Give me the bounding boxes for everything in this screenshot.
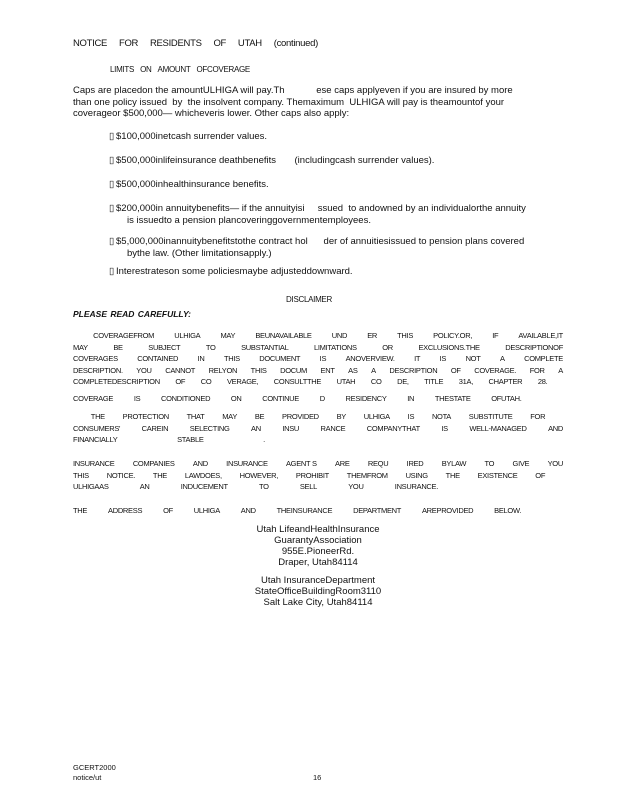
disclaimer-word: RANCE bbox=[320, 423, 346, 433]
disclaimer-word: COVERAGE bbox=[73, 394, 114, 403]
disclaimer-word: YOU bbox=[547, 459, 563, 468]
disclaimer-line bbox=[73, 330, 563, 342]
subtitle-word: OFCOVERAGE bbox=[196, 65, 250, 74]
disclaimer-word: A bbox=[499, 354, 505, 363]
disclaimer-word: AREPROVIDED bbox=[421, 506, 474, 515]
disclaimer-word: POLICY.OR, bbox=[433, 331, 473, 340]
disclaimer-word: COVERAGEFROM bbox=[93, 331, 155, 340]
disclaimer-word: CO bbox=[200, 377, 212, 386]
bullet-box-icon: ▯ bbox=[109, 203, 115, 214]
disclaimer-word: DESCRIPTION bbox=[389, 365, 438, 375]
insurance-department-address bbox=[0, 575, 618, 608]
caps-intro-paragraph bbox=[73, 85, 568, 120]
disclaimer-line bbox=[73, 481, 563, 493]
disclaimer-line bbox=[73, 434, 563, 446]
address-line: Salt Lake City, Utah84114 bbox=[263, 597, 373, 608]
disclaimer-word: HOWEVER, bbox=[239, 470, 279, 480]
disclaimer-word: . bbox=[263, 435, 265, 444]
disclaimer-word: COMPLETEDESCRIPTION bbox=[73, 377, 160, 386]
disclaimer-word: THAT bbox=[186, 412, 205, 421]
disclaimer-word: AGENT S bbox=[285, 459, 317, 468]
address-line: Utah InsuranceDepartment bbox=[260, 575, 376, 586]
please-word: READ bbox=[110, 309, 135, 319]
disclaimer-word: IS bbox=[319, 354, 327, 363]
disclaimer-word: IN bbox=[197, 354, 205, 363]
disclaimer-word: LIMITATIONS bbox=[314, 342, 357, 352]
disclaimer-word: CAREIN bbox=[141, 423, 169, 433]
disclaimer-word: INSURANCE bbox=[73, 459, 115, 468]
disclaimer-word: DEPARTMENT bbox=[353, 506, 402, 515]
disclaimer-word: AN bbox=[139, 482, 150, 491]
disclaimer-word: YOU bbox=[136, 365, 152, 375]
title-word: UTAH bbox=[237, 38, 262, 49]
disclaimer-word: EXISTENCE bbox=[477, 470, 518, 480]
disclaimer-word: FINANCIALLY bbox=[73, 435, 118, 444]
disclaimer-word: ULHIGA bbox=[193, 506, 220, 515]
disclaimer-word: VERAGE, bbox=[226, 377, 259, 386]
bullet-text: $200,000in annuitybenefits— if the annuityisi ssued to andowned by an individualorthe annuity bbox=[116, 203, 526, 214]
disclaimer-word: MAY bbox=[220, 331, 236, 340]
disclaimer-word: TO bbox=[205, 342, 216, 352]
caps-bullet-item bbox=[109, 155, 569, 167]
disclaimer-word: CHAPTER bbox=[488, 377, 523, 386]
disclaimer-word: COVERAGE. bbox=[474, 365, 517, 375]
disclaimer-word: IS bbox=[441, 423, 448, 433]
disclaimer-word: BEUNAVAILABLE bbox=[255, 331, 312, 340]
disclaimer-word: THIS bbox=[223, 354, 240, 363]
subtitle-word: LIMITS bbox=[110, 65, 134, 74]
disclaimer-word: ULHIGA bbox=[174, 331, 201, 340]
disclaimer-word: SUBJECT bbox=[148, 342, 181, 352]
footer-code: GCERT2000 bbox=[73, 763, 116, 772]
disclaimer-word: IRED bbox=[406, 459, 424, 468]
disclaimer-word: IS bbox=[133, 394, 141, 403]
title-word: OF bbox=[213, 38, 227, 49]
disclaimer-word: 28. bbox=[537, 377, 548, 386]
disclaimer-word: BE bbox=[113, 342, 123, 352]
bullet-text: Interestrateson some policiesmaybe adjusteddownward. bbox=[116, 266, 353, 277]
disclaimer-word: IT bbox=[414, 354, 421, 363]
disclaimer-word: OF bbox=[175, 377, 186, 386]
disclaimer-word: DESCRIPTION. bbox=[73, 365, 123, 375]
disclaimer-word: THE bbox=[73, 506, 88, 515]
disclaimer-word: WELL-MANAGED bbox=[469, 423, 527, 433]
footer-notice-code: notice/ut bbox=[73, 773, 102, 782]
disclaimer-word: UND bbox=[331, 331, 348, 340]
bullet-box-icon: ▯ bbox=[109, 236, 115, 247]
disclaimer-line bbox=[73, 470, 563, 482]
disclaimer-word: ULHIGA bbox=[363, 412, 390, 421]
disclaimer-word: CANNOT bbox=[165, 365, 196, 375]
address-line: 955E.PioneerRd. bbox=[281, 546, 355, 557]
disclaimer-word: DESCRIPTIONOF bbox=[505, 342, 563, 352]
disclaimer-word: ON bbox=[230, 394, 242, 403]
disclaimer-word: REQU bbox=[367, 459, 389, 468]
disclaimer-word: SELECTING bbox=[189, 423, 230, 433]
disclaimer-word: NOTICE. bbox=[106, 470, 136, 480]
disclaimer-word: PROVIDED bbox=[282, 412, 319, 421]
disclaimer-word: ANOVERVIEW. bbox=[345, 354, 395, 363]
disclaimer-word: PROHIBIT bbox=[295, 470, 329, 480]
title-word: NOTICE bbox=[73, 38, 108, 49]
disclaimer-word: THE bbox=[445, 470, 460, 480]
disclaimer-word: THEINSURANCE bbox=[276, 506, 333, 515]
disclaimer-word: UTAH bbox=[336, 377, 356, 386]
disclaimer-word: DOCUM bbox=[280, 365, 307, 375]
please-word: PLEASE bbox=[73, 309, 108, 319]
bullet-box-icon: ▯ bbox=[109, 131, 115, 142]
disclaimer-word: AND bbox=[192, 459, 208, 468]
disclaimer-heading: DISCLAIMER bbox=[286, 295, 332, 304]
disclaimer-word: BYLAW bbox=[441, 459, 467, 468]
disclaimer-word: NOTA bbox=[431, 412, 452, 421]
disclaimer-word: CONTINUE bbox=[262, 394, 300, 403]
disclaimer-word: USING bbox=[405, 470, 428, 480]
disclaimer-word: ADDRESS bbox=[108, 506, 143, 515]
disclaimer-word: THIS bbox=[73, 470, 89, 480]
disclaimer-line bbox=[73, 423, 563, 435]
disclaimer-word: THE bbox=[152, 470, 168, 480]
disclaimer-word: CONTAINED bbox=[137, 354, 179, 363]
subtitle-word: ON bbox=[140, 65, 152, 74]
bullet-text: $100,000inetcash surrender values. bbox=[116, 131, 268, 142]
disclaimer-word: TITLE bbox=[424, 377, 444, 386]
disclaimer-word: LAWDOES, bbox=[184, 470, 222, 480]
disclaimer-word: MAY bbox=[222, 412, 238, 421]
caps-intro-line: Caps are placedon the amountULHIGA will pay.Th ese caps applyeven if you are insured by more bbox=[73, 85, 513, 96]
disclaimer-line bbox=[73, 505, 563, 517]
disclaimer-word: OR bbox=[382, 342, 393, 352]
caps-bullet-item bbox=[109, 266, 569, 278]
disclaimer-word: PROTECTION bbox=[122, 412, 169, 421]
bullet-text: $500,000inlifeinsurance deathbenefits (includingcash surrender values). bbox=[116, 155, 435, 166]
disclaimer-word: YOU bbox=[348, 482, 364, 491]
disclaimer-word: TO bbox=[484, 459, 495, 468]
disclaimer-word: A bbox=[371, 365, 376, 375]
disclaimer-word: EXCLUSIONS.THE bbox=[418, 342, 480, 352]
disclaimer-block bbox=[73, 393, 563, 405]
address-line: Utah LifeandHealthInsurance bbox=[256, 524, 380, 535]
disclaimer-word: D bbox=[319, 394, 325, 403]
disclaimer-word: STABLE bbox=[177, 435, 204, 444]
disclaimer-word: INSURANCE. bbox=[394, 482, 439, 491]
disclaimer-word: BE bbox=[254, 412, 265, 421]
disclaimer-line bbox=[73, 411, 563, 423]
disclaimer-word: FOR bbox=[529, 365, 545, 375]
bullet-text: $500,000inhealthinsurance benefits. bbox=[116, 179, 269, 190]
bullet-text: is issuedto a pension plancoveringgovernmentemployees. bbox=[127, 214, 371, 226]
caps-bullet-item bbox=[109, 236, 569, 259]
caps-intro-line: than one policy issued by the insolvent company. Themaximum ULHIGA will pay is theamountof your bbox=[73, 96, 505, 108]
disclaimer-word: IF bbox=[492, 331, 499, 340]
disclaimer-line bbox=[73, 393, 563, 405]
disclaimer-word: IN bbox=[407, 394, 415, 403]
disclaimer-word: AN bbox=[251, 423, 261, 433]
disclaimer-word: COMPANIES bbox=[132, 459, 175, 468]
disclaimer-word: BY bbox=[336, 412, 346, 421]
disclaimer-word: THE bbox=[90, 412, 105, 421]
please-word: CAREFULLY: bbox=[137, 309, 191, 319]
disclaimer-block bbox=[73, 458, 563, 493]
disclaimer-word: A bbox=[558, 365, 563, 375]
disclaimer-word: INSU bbox=[282, 423, 300, 433]
disclaimer-word: AVAILABLE,IT bbox=[518, 331, 563, 340]
address-line: StateOfficeBuildingRoom3110 bbox=[254, 586, 382, 597]
address-line: Draper, Utah84114 bbox=[278, 557, 358, 568]
disclaimer-word: DE, bbox=[397, 377, 409, 386]
disclaimer-word: IS bbox=[407, 412, 415, 421]
please-read-carefully bbox=[73, 309, 191, 319]
disclaimer-block bbox=[73, 505, 563, 517]
disclaimer-word: CONSULTTHE bbox=[273, 377, 322, 386]
disclaimer-word: IS bbox=[439, 354, 447, 363]
disclaimer-word: CONDITIONED bbox=[161, 394, 211, 403]
disclaimer-word: MAY bbox=[73, 342, 88, 352]
ulhiga-address bbox=[0, 524, 618, 568]
caps-bullet-item bbox=[109, 131, 569, 143]
disclaimer-word: COMPLETE bbox=[524, 354, 563, 363]
disclaimer-word: COVERAGES bbox=[73, 354, 118, 363]
disclaimer-word: NOT bbox=[465, 354, 481, 363]
disclaimer-word: RESIDENCY bbox=[345, 394, 387, 403]
bullet-box-icon: ▯ bbox=[109, 155, 115, 166]
disclaimer-word: OF bbox=[535, 470, 546, 480]
title-word: RESIDENTS bbox=[149, 38, 202, 49]
disclaimer-line bbox=[73, 458, 563, 470]
subtitle-word: AMOUNT bbox=[157, 65, 191, 74]
disclaimer-word: FOR bbox=[530, 412, 546, 421]
disclaimer-word: ULHIGAAS bbox=[73, 482, 109, 491]
disclaimer-word: THIS bbox=[397, 331, 414, 340]
disclaimer-word: INDUCEMENT bbox=[180, 482, 228, 491]
address-line: GuarantyAssociation bbox=[274, 535, 362, 546]
disclaimer-word: THIS bbox=[250, 365, 267, 375]
disclaimer-word: SELL bbox=[299, 482, 318, 491]
disclaimer-word: CONSUMERS' bbox=[73, 423, 121, 433]
bullet-box-icon: ▯ bbox=[109, 179, 115, 190]
title-word: (continued) bbox=[273, 38, 318, 49]
disclaimer-word: SUBSTITUTE bbox=[468, 412, 513, 421]
disclaimer-word: THEMFROM bbox=[346, 470, 388, 480]
bullet-text: $5,000,000inannuitybenefitstothe contract hol der of annuitiesissued to pension plans covered bbox=[116, 236, 525, 247]
disclaimer-word: RELYON bbox=[208, 365, 238, 375]
disclaimer-word: COMPANYTHAT bbox=[366, 423, 420, 433]
section-subtitle bbox=[110, 65, 250, 74]
disclaimer-word: ARE bbox=[335, 459, 350, 468]
disclaimer-block bbox=[73, 411, 563, 446]
disclaimer-word: CO bbox=[370, 377, 382, 386]
disclaimer-word: OF bbox=[450, 365, 461, 375]
disclaimer-word: AS bbox=[348, 365, 358, 375]
caps-bullet-item bbox=[109, 203, 569, 226]
disclaimer-line bbox=[73, 365, 563, 377]
disclaimer-word: GIVE bbox=[512, 459, 530, 468]
disclaimer-word: DOCUMENT bbox=[259, 354, 301, 363]
disclaimer-word: INSURANCE bbox=[226, 459, 268, 468]
disclaimer-word: OF bbox=[163, 506, 173, 515]
disclaimer-word: AND bbox=[240, 506, 256, 515]
disclaimer-word: BELOW. bbox=[494, 506, 522, 515]
caps-intro-line: coverageor $500,000— whicheveris lower. Other caps also apply: bbox=[73, 108, 350, 119]
title-word: FOR bbox=[118, 38, 139, 49]
disclaimer-word: AND bbox=[548, 423, 563, 433]
disclaimer-word: 31A, bbox=[458, 377, 473, 386]
disclaimer-line bbox=[73, 353, 563, 365]
bullet-text: bythe law. (Other limitationsapply.) bbox=[127, 247, 272, 259]
page-title bbox=[73, 38, 318, 49]
disclaimer-word: THESTATE bbox=[434, 394, 471, 403]
disclaimer-line bbox=[73, 376, 563, 388]
bullet-box-icon: ▯ bbox=[109, 266, 115, 277]
disclaimer-word: TO bbox=[258, 482, 269, 491]
disclaimer-word: ER bbox=[367, 331, 378, 340]
page-number: 16 bbox=[313, 773, 322, 782]
disclaimer-word: SUBSTANTIAL bbox=[241, 342, 289, 352]
disclaimer-word: ENT bbox=[320, 365, 335, 375]
disclaimer-block bbox=[73, 330, 563, 388]
disclaimer-line bbox=[73, 342, 563, 354]
caps-bullet-item bbox=[109, 179, 569, 191]
disclaimer-word: OFUTAH. bbox=[491, 394, 522, 403]
